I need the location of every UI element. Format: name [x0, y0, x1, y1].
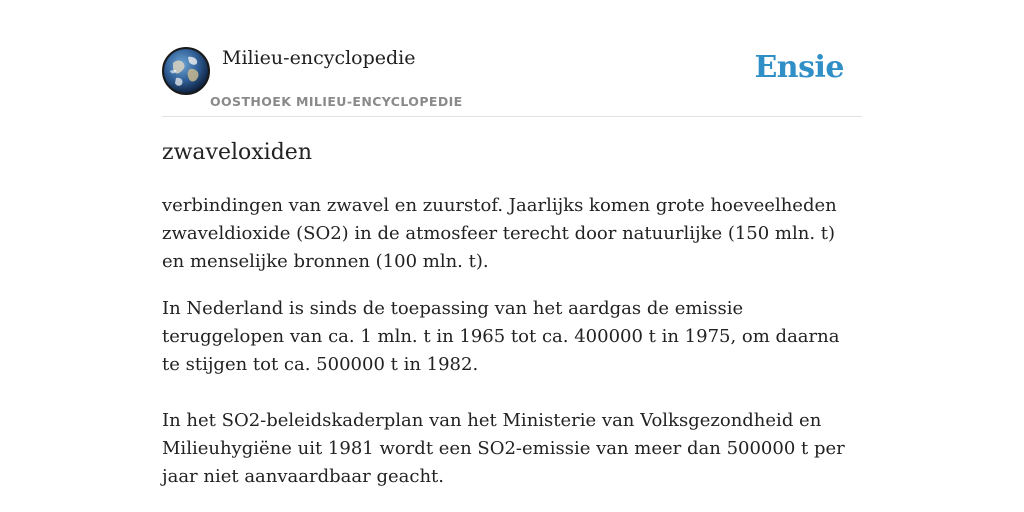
article-paragraph: In Nederland is sinds de toepassing van het aardgas de emissie teruggelopen van ca. 1 mln. t in 1965 tot ca. 400000 t in 1975, om daarna te stijgen tot ca. 500000 t in 1982.	[162, 298, 840, 375]
article-title: zwaveloxiden	[162, 140, 312, 165]
article-paragraph: In het SO2-beleidskaderplan van het Ministerie van Volksgezondheid en Milieuhygiëne uit 1981 wordt een SO2-emissie van meer dan 500000 t per jaar niet aanvaardbaar geacht.	[162, 410, 845, 487]
site-header	[162, 44, 862, 117]
site-subtitle: OOSTHOEK MILIEU-ENCYCLOPEDIE	[210, 94, 463, 109]
article-body	[162, 192, 862, 491]
article-paragraph: verbindingen van zwavel en zuurstof. Jaarlijks komen grote hoeveelheden zwaveldioxide (SO2) in de atmosfeer terecht door natuurlijke (150 mln. t) en menselijke bronnen (100 mln. t).	[162, 195, 837, 272]
brand-logo[interactable]: Ensie	[754, 50, 844, 85]
site-name[interactable]: Milieu-encyclopedie	[222, 47, 416, 69]
earth-globe-icon[interactable]	[162, 47, 210, 95]
